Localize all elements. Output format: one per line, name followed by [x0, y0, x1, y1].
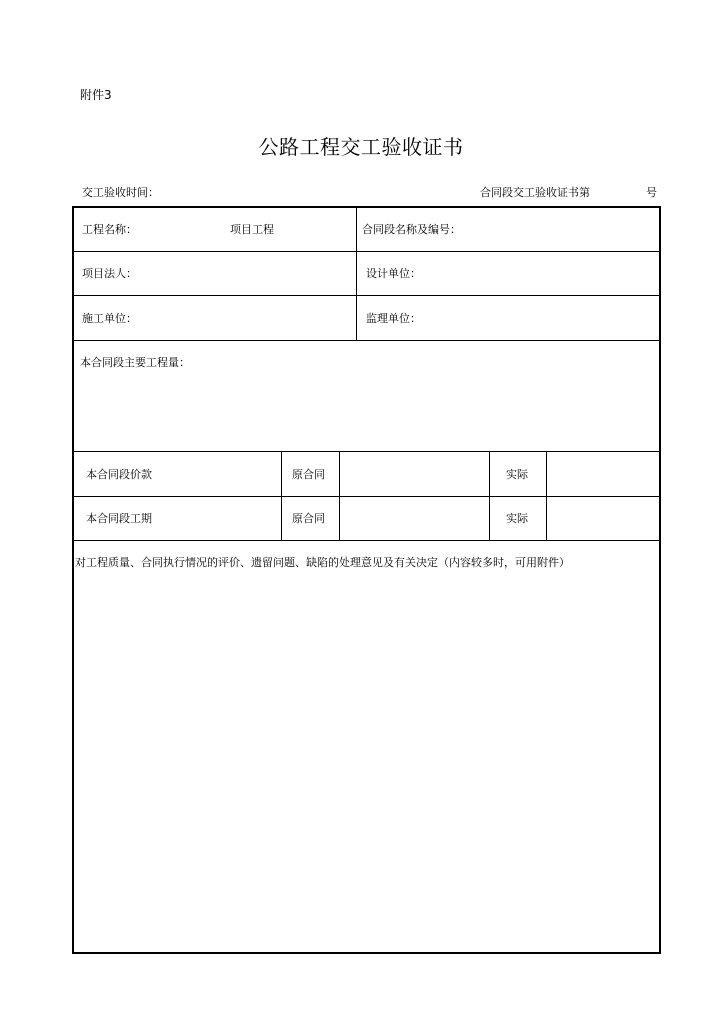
evaluation-label: 对工程质量、合同执行情况的评价、遗留问题、缺陷的处理意见及有关决定（内容较多时，可用附件） [75, 556, 570, 569]
period-actual-label: 实际 [506, 512, 528, 525]
table-border-left [72, 206, 74, 954]
row-divider [73, 340, 660, 341]
price-original-label: 原合同 [292, 468, 325, 481]
price-actual-label: 实际 [506, 468, 528, 481]
row-divider [73, 295, 660, 296]
certificate-number-suffix: 号 [646, 186, 657, 199]
table-border-top [72, 206, 661, 208]
supervision-unit-label: 监理单位： [366, 312, 421, 325]
project-name-value: 项目工程 [230, 223, 274, 236]
row-divider [73, 451, 660, 452]
row-divider [73, 251, 660, 252]
certificate-number-prefix: 合同段交工验收证书第 [480, 186, 590, 199]
table-border-bottom [72, 952, 661, 954]
column-divider [281, 451, 282, 540]
row-divider [73, 496, 660, 497]
project-name-label: 工程名称： [82, 223, 137, 236]
column-divider [489, 451, 490, 540]
page-title: 公路工程交工验收证书 [258, 135, 464, 159]
table-border-right [659, 206, 661, 954]
contract-section-label: 合同段名称及编号： [362, 223, 461, 236]
period-label: 本合同段工期 [86, 512, 152, 525]
column-divider [339, 451, 340, 540]
column-divider [356, 207, 357, 340]
column-divider [546, 451, 547, 540]
period-original-label: 原合同 [292, 512, 325, 525]
construction-unit-label: 施工单位： [82, 312, 137, 325]
design-unit-label: 设计单位： [366, 267, 421, 280]
legal-person-label: 项目法人： [82, 267, 137, 280]
attachment-label: 附件3 [80, 88, 112, 102]
price-label: 本合同段价款 [86, 468, 152, 481]
main-quantities-label: 本合同段主要工程量： [80, 356, 190, 369]
row-divider [73, 540, 660, 541]
acceptance-time-label: 交工验收时间： [82, 186, 159, 199]
